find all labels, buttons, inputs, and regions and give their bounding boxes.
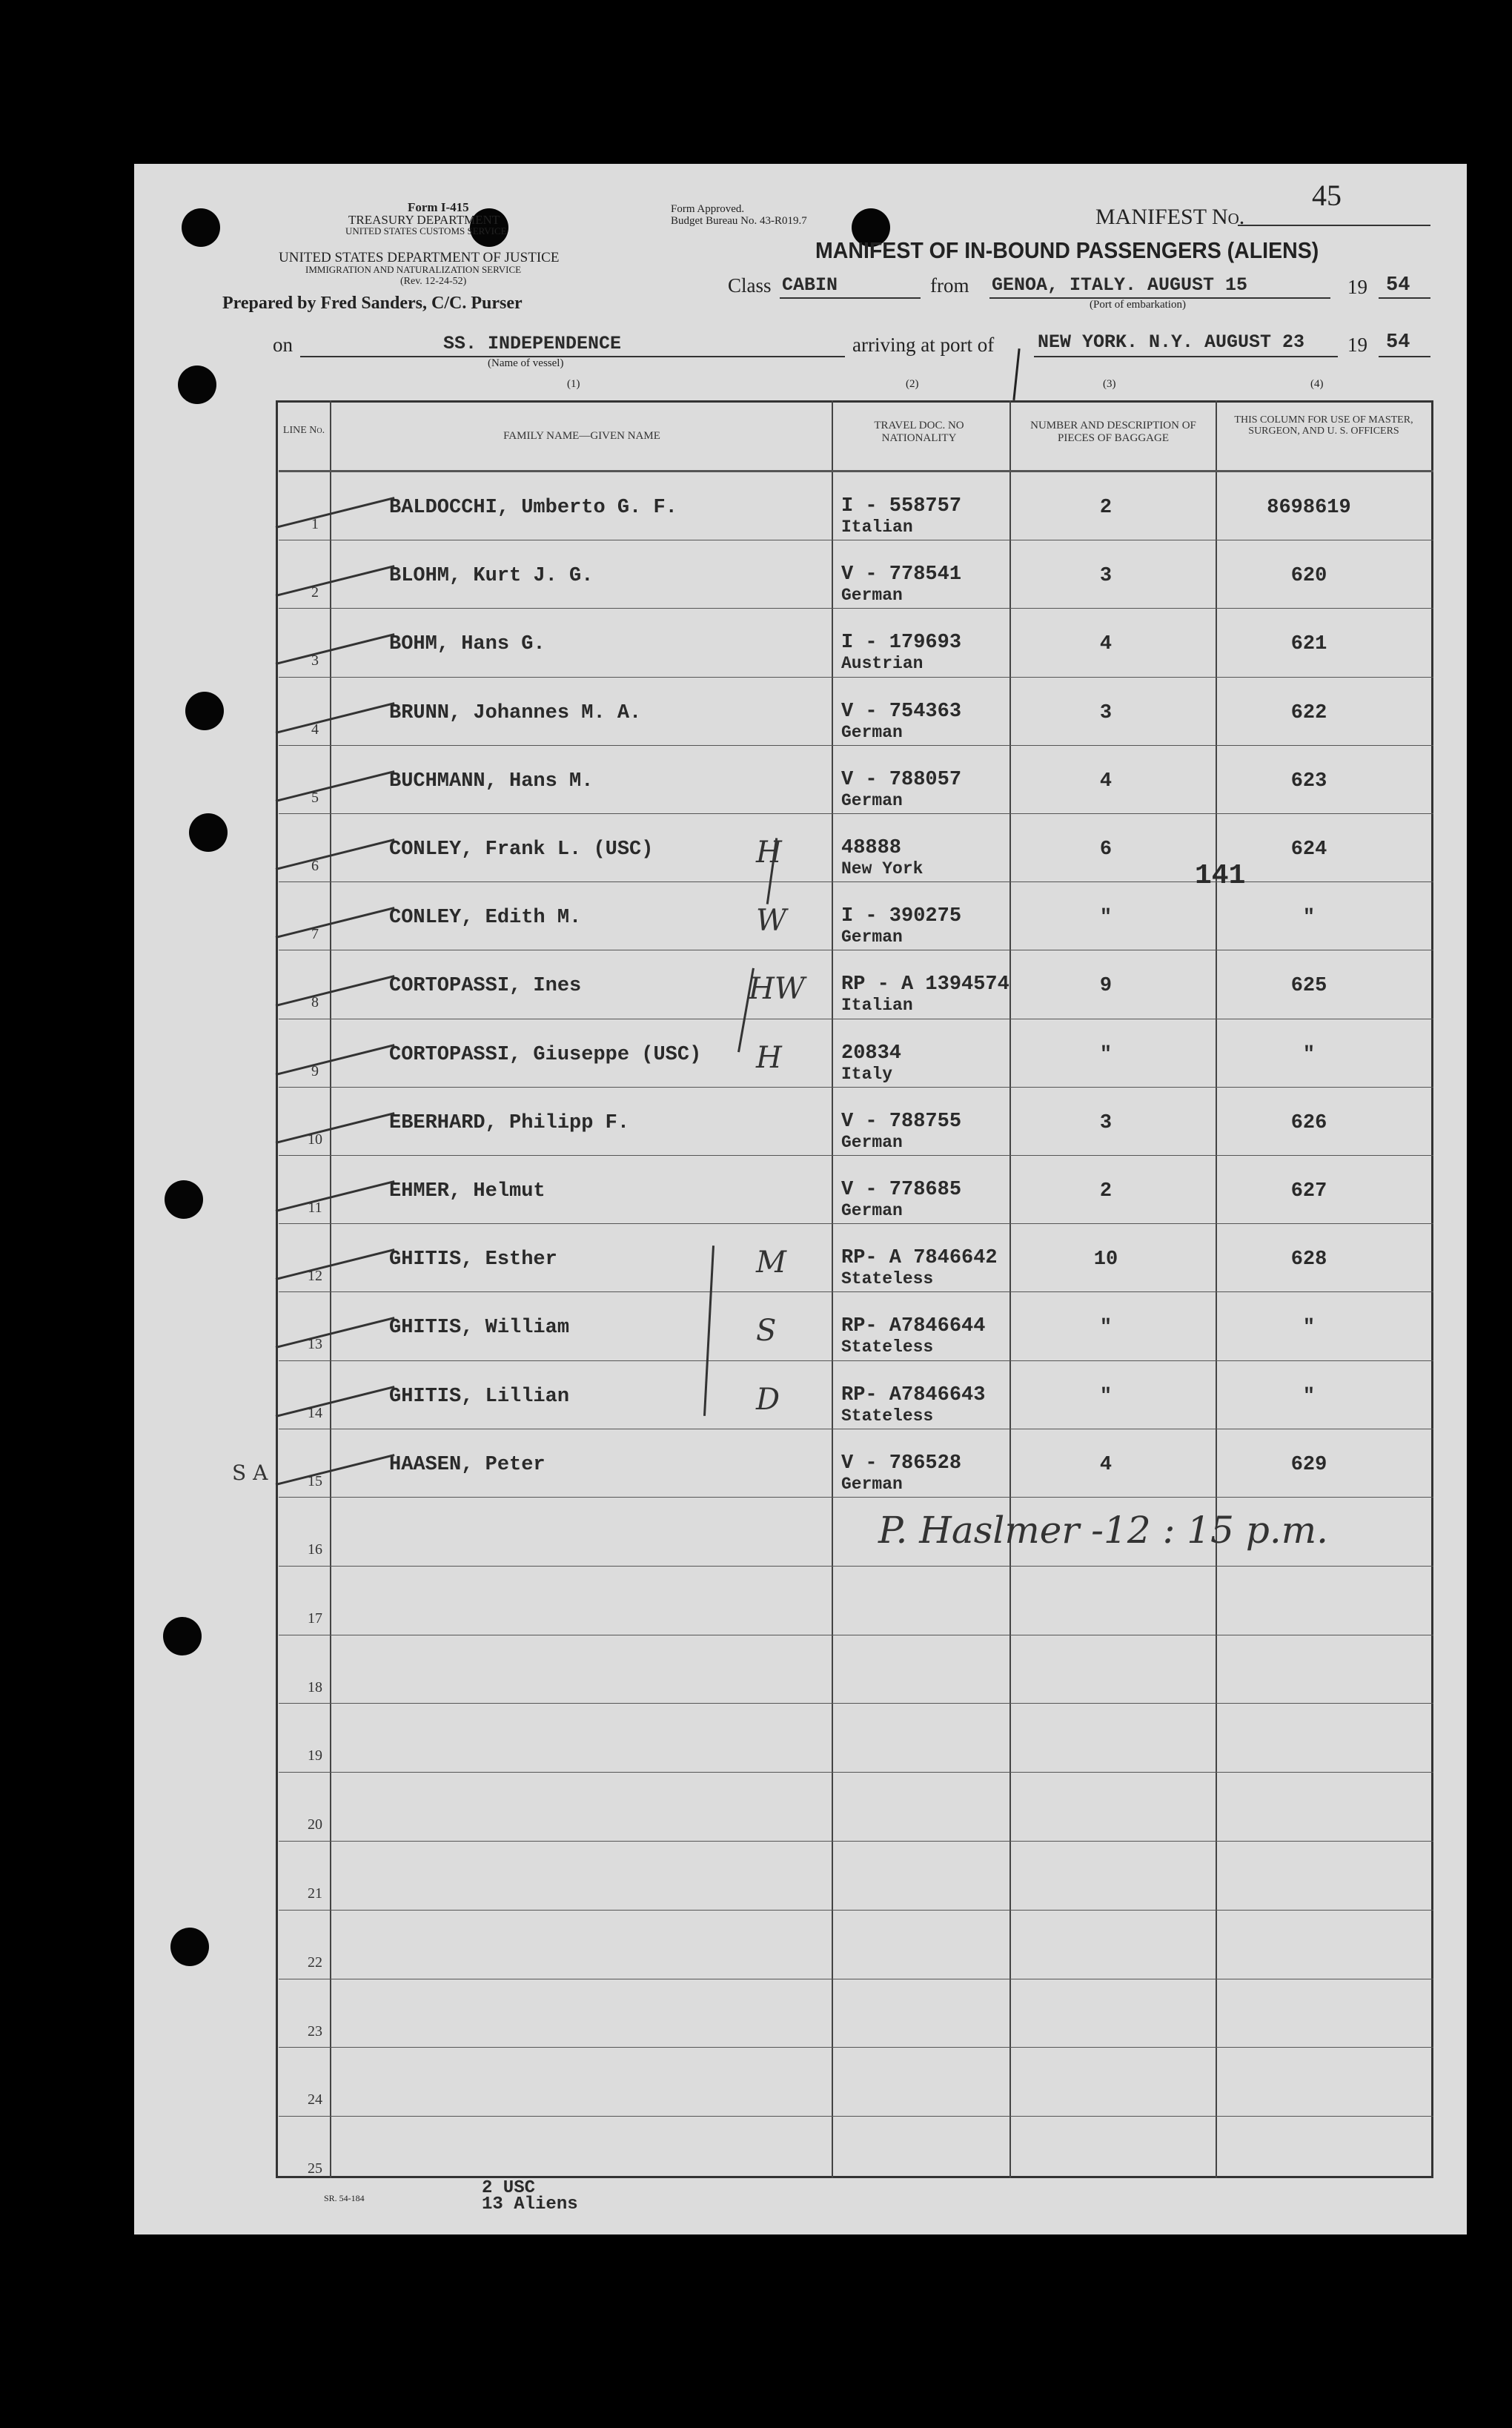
nationality: German: [841, 1474, 903, 1494]
officer-number: 8698619: [1267, 497, 1351, 519]
officer-number: ": [1302, 907, 1316, 930]
line-number: 8: [311, 994, 319, 1011]
baggage-count: 3: [1099, 565, 1113, 588]
line-number: 12: [308, 1268, 322, 1285]
nationality: Italy: [841, 1064, 893, 1084]
punch-hole: [182, 208, 220, 247]
form-approved: Form Approved.: [671, 203, 745, 215]
line-number: 10: [308, 1131, 322, 1148]
form-number: Form I-415: [408, 200, 469, 214]
baggage-count: 3: [1099, 1111, 1113, 1134]
baggage-count: 3: [1099, 701, 1113, 724]
passenger-name: EBERHARD, Philipp F.: [389, 1111, 630, 1134]
travel-doc-number: RP- A 7846642: [841, 1247, 998, 1270]
handwritten-relation: H: [756, 1040, 782, 1075]
officer-number: 629: [1290, 1453, 1327, 1476]
col-num-1: (1): [567, 378, 580, 390]
line-number: 14: [308, 1404, 322, 1421]
line-number: 9: [311, 1062, 319, 1079]
line-number: 5: [311, 789, 319, 806]
passenger-name: GHITIS, Lillian: [389, 1385, 570, 1408]
punch-hole: [163, 1617, 202, 1655]
officer-number: ": [1302, 1385, 1316, 1408]
travel-doc-number: V - 778541: [841, 563, 962, 586]
handwritten-relation: M: [756, 1246, 786, 1280]
vessel-name: SS. INDEPENDENCE: [443, 333, 622, 354]
col-header-baggage: NUMBER AND DESCRIPTION OF PIECES OF BAGGAGE: [1030, 420, 1196, 444]
line-number: 18: [308, 1678, 322, 1696]
col-num-2: (2): [906, 378, 919, 390]
manifest-title: MANIFEST OF IN-BOUND PASSENGERS (ALIENS): [815, 237, 1319, 263]
summary-usc: 2 USC: [482, 2178, 536, 2198]
prepared-by: Prepared by Fred Sanders, C/C. Purser: [222, 294, 523, 313]
arriving-label: arriving at port of: [852, 334, 995, 356]
passenger-name: CONLEY, Frank L. (USC): [389, 838, 654, 861]
passenger-name: BLOHM, Kurt J. G.: [389, 565, 594, 588]
margin-note-sa: S A: [232, 1461, 268, 1485]
passenger-name: GHITIS, William: [389, 1317, 570, 1340]
line-number: 4: [311, 721, 319, 738]
handwritten-relation: H: [756, 836, 782, 870]
travel-doc-number: V - 754363: [841, 700, 962, 723]
officer-number: 626: [1290, 1111, 1327, 1134]
line-number: 20: [308, 1816, 322, 1833]
year-1: 54: [1386, 274, 1410, 297]
year-2: 54: [1386, 331, 1410, 354]
baggage-count: ": [1099, 907, 1113, 930]
line-number: 19: [308, 1747, 322, 1764]
budget-bureau: Budget Bureau No. 43-R019.7: [671, 215, 807, 227]
baggage-count: 4: [1099, 770, 1113, 793]
punch-hole: [165, 1180, 203, 1219]
baggage-count: ": [1099, 1317, 1113, 1340]
handwritten-relation: HW: [749, 972, 805, 1007]
nationality: German: [841, 1201, 903, 1220]
class-label: Class: [728, 274, 772, 297]
punch-hole: [185, 692, 224, 730]
handwritten-relation: D: [756, 1382, 780, 1417]
punch-hole: [170, 1928, 209, 1966]
line-number: 22: [308, 1954, 322, 1971]
travel-doc-number: 48888: [841, 837, 902, 859]
travel-doc-number: RP- A7846644: [841, 1315, 986, 1338]
officer-number: 620: [1290, 565, 1327, 588]
line-number: 11: [308, 1200, 322, 1216]
baggage-count: 2: [1099, 1180, 1113, 1203]
year-prefix-1: 19: [1347, 276, 1367, 298]
punch-hole: [189, 813, 228, 852]
line-number: 21: [308, 1885, 322, 1902]
passenger-name: GHITIS, Esther: [389, 1248, 557, 1271]
nationality: German: [841, 1132, 903, 1152]
passenger-name: CONLEY, Edith M.: [389, 907, 582, 930]
embarkation-caption: (Port of embarkation): [1090, 299, 1186, 311]
baggage-count: ": [1099, 1385, 1113, 1408]
line-number: 17: [308, 1610, 322, 1627]
baggage-count: ": [1099, 1043, 1113, 1066]
passenger-name: BALDOCCHI, Umberto G. F.: [389, 497, 677, 519]
col-header-name: FAMILY NAME—GIVEN NAME: [503, 430, 660, 442]
arrival-port: NEW YORK. N.Y. AUGUST 23: [1038, 331, 1305, 353]
col-header-line-no: LINE No.: [282, 425, 325, 436]
line-number: 23: [308, 2022, 322, 2040]
passenger-name: BUCHMANN, Hans M.: [389, 770, 594, 793]
travel-doc-number: V - 786528: [841, 1452, 962, 1475]
line-number: 15: [308, 1472, 322, 1489]
travel-doc-number: RP- A7846643: [841, 1383, 986, 1406]
line-number: 7: [311, 926, 319, 943]
baggage-count: 4: [1099, 633, 1113, 656]
nationality: German: [841, 722, 903, 742]
travel-doc-number: V - 788057: [841, 768, 962, 791]
officer-number: 623: [1290, 770, 1327, 793]
travel-doc-number: RP - A 1394574: [841, 973, 1009, 996]
passenger-name: HAASEN, Peter: [389, 1453, 546, 1476]
handwritten-relation: W: [756, 904, 787, 939]
passenger-name: BOHM, Hans G.: [389, 633, 546, 656]
year-prefix-2: 19: [1347, 334, 1367, 356]
line-number: 1: [311, 516, 319, 532]
officer-number: 625: [1290, 975, 1327, 998]
dept-treasury: TREASURY DEPARTMENT: [348, 213, 500, 227]
officer-number: 627: [1290, 1180, 1327, 1203]
passenger-name: CORTOPASSI, Ines: [389, 975, 582, 998]
officer-number: 628: [1290, 1248, 1327, 1271]
baggage-count: 2: [1099, 497, 1113, 519]
summary-aliens: 13 Aliens: [482, 2194, 578, 2214]
dept-ins: IMMIGRATION AND NATURALIZATION SERVICE: [305, 264, 522, 275]
travel-doc-number: I - 390275: [841, 905, 962, 928]
from-label: from: [930, 274, 969, 297]
passenger-name: BRUNN, Johannes M. A.: [389, 701, 642, 724]
col-header-officers: THIS COLUMN FOR USE OF MASTER, SURGEON, AND U. S. OFFICERS: [1234, 414, 1413, 437]
on-label: on: [273, 334, 293, 356]
baggage-count: 4: [1099, 1453, 1113, 1476]
nationality: Stateless: [841, 1269, 934, 1289]
line-number: 2: [311, 584, 319, 601]
passenger-name: CORTOPASSI, Giuseppe (USC): [389, 1043, 702, 1066]
dept-justice: UNITED STATES DEPARTMENT OF JUSTICE: [279, 250, 560, 265]
baggage-count: 6: [1099, 838, 1113, 861]
nationality: German: [841, 790, 903, 810]
passenger-name: EHMER, Helmut: [389, 1180, 546, 1203]
nationality: Stateless: [841, 1406, 934, 1426]
nationality: German: [841, 586, 903, 606]
travel-doc-number: I - 179693: [841, 632, 962, 655]
col-header-travel-doc: TRAVEL DOC. NO NATIONALITY: [874, 420, 964, 444]
line-number: 13: [308, 1336, 322, 1353]
manifest-number: 45: [1312, 179, 1342, 212]
travel-doc-number: V - 788755: [841, 1110, 962, 1133]
col-num-4: (4): [1310, 378, 1324, 390]
nationality: New York: [841, 859, 924, 879]
punch-hole: [178, 365, 216, 404]
nationality: Italian: [841, 996, 913, 1016]
footer-code: SR. 54-184: [324, 2193, 365, 2203]
travel-doc-number: 20834: [841, 1042, 902, 1065]
officer-number: 624: [1290, 838, 1327, 861]
manifest-label: MANIFEST No.: [1095, 205, 1245, 229]
nationality: German: [841, 927, 903, 947]
stamp-141: 141: [1195, 860, 1246, 892]
line-number: 24: [308, 2091, 322, 2108]
col-num-3: (3): [1103, 378, 1116, 390]
nationality: Austrian: [841, 654, 924, 674]
line-number: 3: [311, 652, 319, 669]
baggage-count: 9: [1099, 975, 1113, 998]
dept-customs: UNITED STATES CUSTOMS SERVICE: [345, 225, 507, 236]
officer-signature: P. Haslmer -12 : 15 p.m.: [878, 1509, 1329, 1552]
line-number: 25: [308, 2160, 322, 2177]
handwritten-relation: S: [756, 1314, 777, 1349]
class-value: CABIN: [782, 274, 838, 296]
travel-doc-number: I - 558757: [841, 495, 962, 517]
officer-number: ": [1302, 1043, 1316, 1066]
nationality: Italian: [841, 517, 913, 537]
line-number: 16: [308, 1541, 322, 1558]
officer-number: 622: [1290, 701, 1327, 724]
embarkation-port: GENOA, ITALY. AUGUST 15: [992, 274, 1248, 296]
line-number: 6: [311, 858, 319, 874]
officer-number: 621: [1290, 633, 1327, 656]
baggage-count: 10: [1093, 1248, 1118, 1271]
form-revision: (Rev. 12-24-52): [400, 276, 467, 287]
nationality: Stateless: [841, 1337, 934, 1357]
vessel-caption: (Name of vessel): [488, 357, 564, 369]
travel-doc-number: V - 778685: [841, 1179, 962, 1201]
officer-number: ": [1302, 1317, 1316, 1340]
